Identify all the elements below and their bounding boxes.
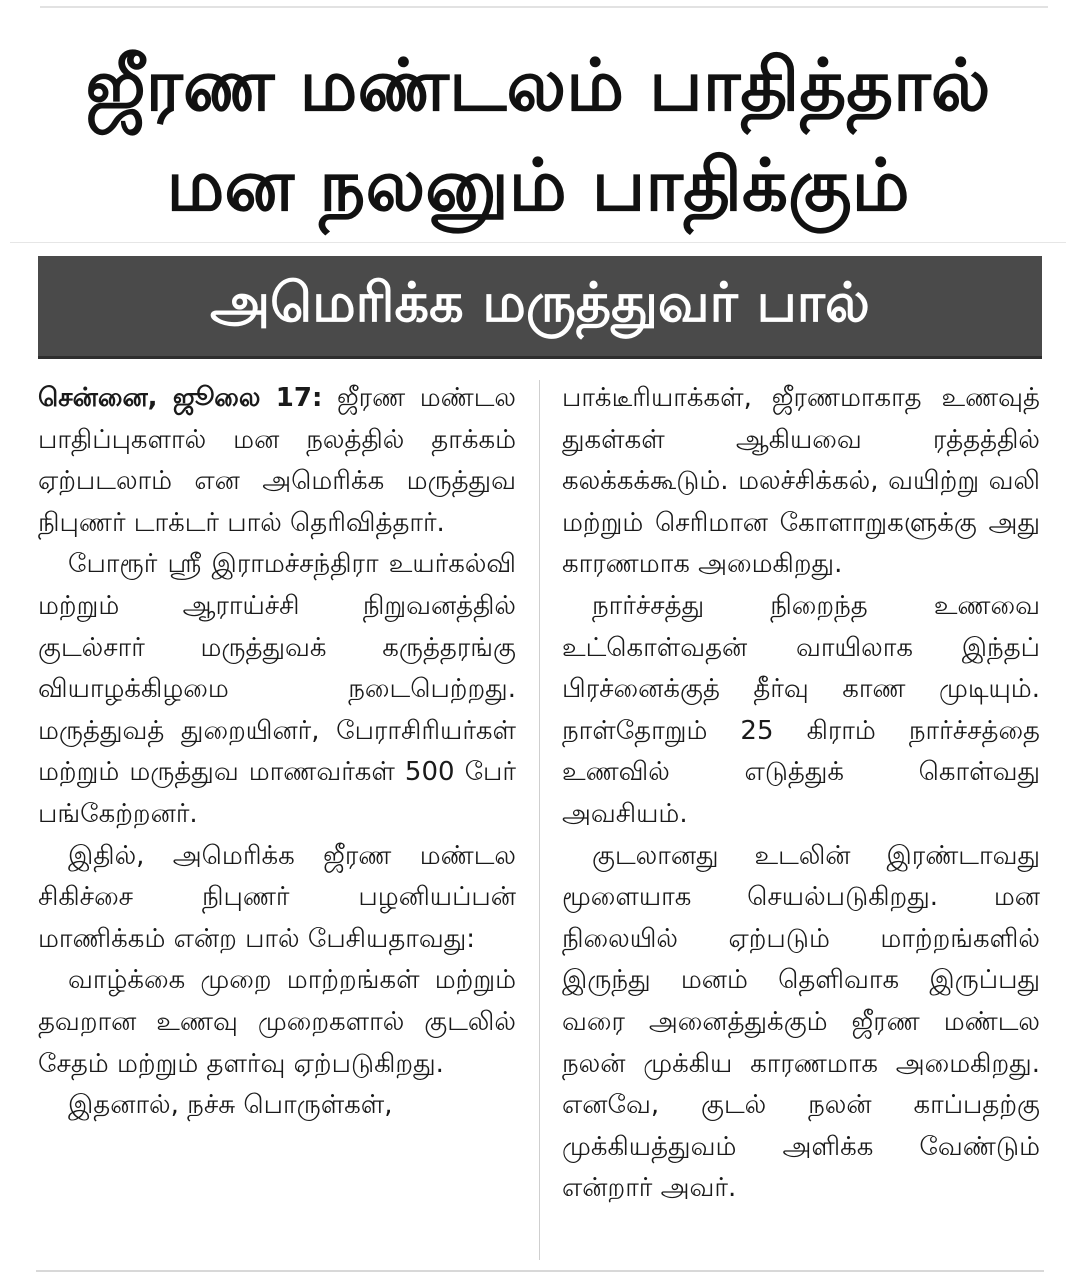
article-paragraph: வாழ்க்கை முறை மாற்றங்கள் மற்றும் தவறான உணவு முறைகளால் குடலில் சேதம் மற்றும் தளர்வு ஏற்படுகிறது. (38, 965, 516, 1079)
headline-rule (10, 242, 1066, 243)
article-paragraph: நார்ச்சத்து நிறைந்த உணவை உட்கொள்வதன் வாயிலாக இந்தப் பிரச்னைக்குத் தீர்வு காண முடியும். நாள்தோறும் 25 கிராம் நார்ச்சத்தை உணவில் எடுத்துக் கொள்வது அவசியம். (562, 590, 1040, 829)
article-paragraph: பாக்டீரியாக்கள், ஜீரணமாகாத உணவுத் துகள்கள் ஆகியவை ரத்தத்தில் கலக்கக்கூடும். மலச்சிக்கல், வயிற்று வலி மற்றும் செரிமான கோளாறுகளுக்கு அது காரணமாக அமைகிறது. (562, 383, 1040, 580)
top-rule (40, 6, 1048, 8)
article-paragraph: இதனால், நச்சு பொருள்கள், (68, 1090, 393, 1121)
subheading-banner (38, 256, 1042, 359)
article-column-left (38, 378, 516, 1127)
headline-line-2: மன நலனும் பாதிக்கும் (166, 143, 910, 227)
article-paragraph: போரூர் ஸ்ரீ இராமச்சந்திரா உயர்கல்வி மற்றும் ஆராய்ச்சி நிறுவனத்தில் குடல்சார் மருத்துவக் கருத்தரங்கு வியாழக்கிழமை நடைபெற்றது. மருத்துவத் துறையினர், பேராசிரியர்கள் மற்றும் மருத்துவ மாணவர்கள் 500 பேர் பங்கேற்றனர். (38, 549, 516, 829)
article-column-right (562, 378, 1040, 1210)
subheading-text: அமெரிக்க மருத்துவர் பால் (210, 270, 870, 334)
dateline: சென்னை, ஜூலை 17: (38, 383, 323, 413)
article-paragraph: குடலானது உடலின் இரண்டாவது மூளையாக செயல்படுகிறது. மன நிலையில் ஏற்படும் மாற்றங்களில் இருந்து மனம் தெளிவாக இருப்பது வரை அனைத்துக்கும் ஜீரண மண்டல நலன் முக்கிய காரணமாக அமைகிறது. எனவே, குடல் நலன் காப்பதற்கு முக்கியத்துவம் அளிக்க வேண்டும் என்றார் அவர். (562, 840, 1040, 1204)
article-paragraph (38, 378, 516, 544)
article-paragraph: இதில், அமெரிக்க ஜீரண மண்டல சிகிச்சை நிபுணர் பழனியப்பன் மாணிக்கம் என்ற பால் பேசியதாவது: (38, 840, 516, 954)
column-divider (539, 380, 540, 1260)
paragraph-text: ஜீரண மண்டல பாதிப்புகளால் மன நலத்தில் தாக்கம் ஏற்படலாம் என அமெரிக்க மருத்துவ நிபுணர் டாக்டர் பால் தெரிவித்தார். (38, 383, 517, 538)
bottom-rule (36, 1270, 1044, 1272)
headline-line-1: ஜீரண மண்டலம் பாதித்தால் (85, 43, 991, 127)
